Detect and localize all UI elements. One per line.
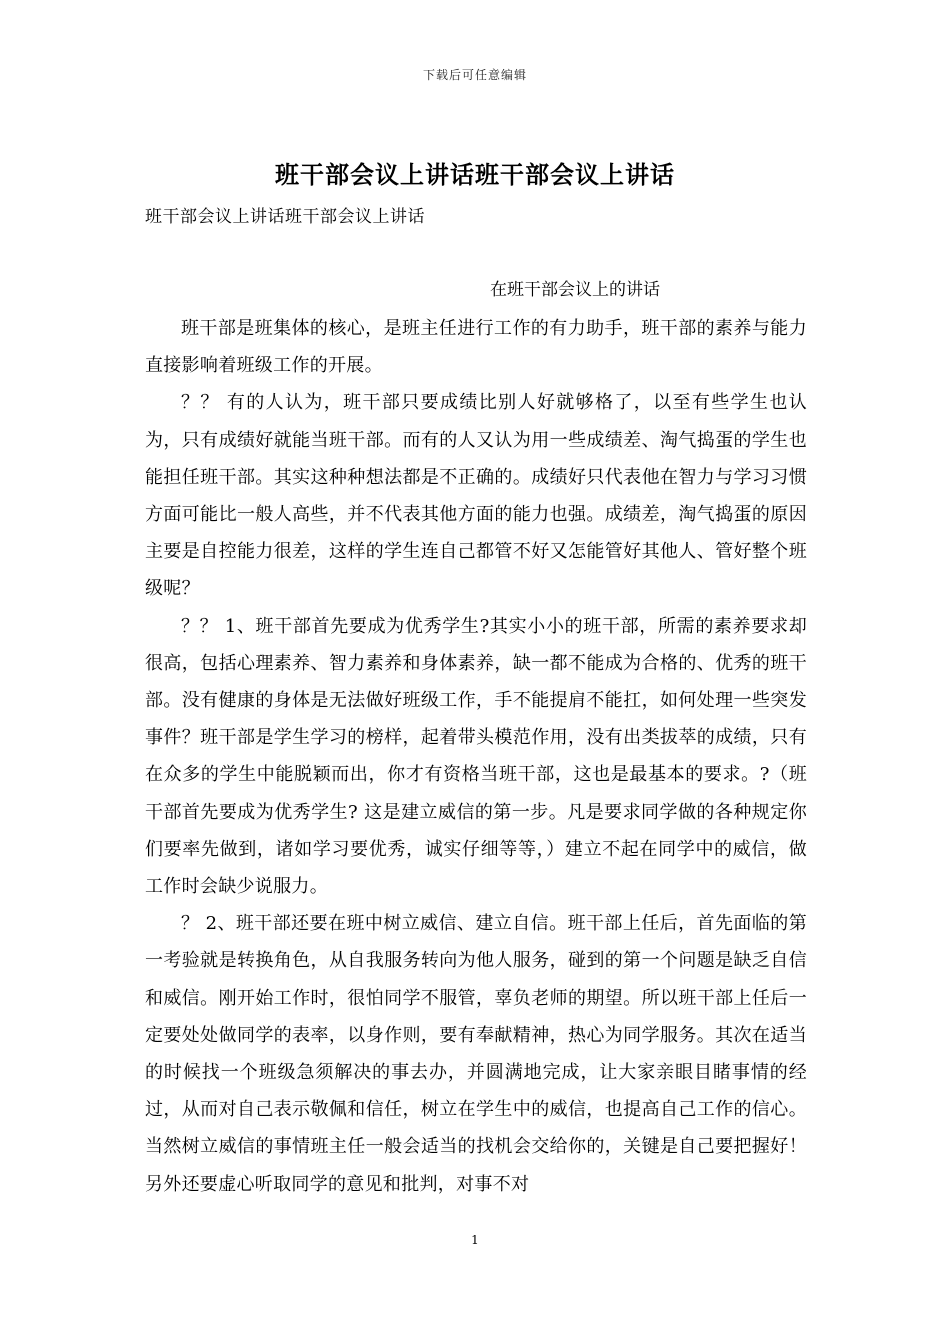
paragraph: 班干部是班集体的核心，是班主任进行工作的有力助手，班干部的素养与能力直接影响着班级工作的开展。 xyxy=(145,318,807,377)
paragraph: ？？ 有的人认为，班干部只要成绩比别人好就够格了，以至有些学生也认为，只有成绩好就能当班干部。而有的人又认为用一些成绩差、淘气捣蛋的学生也能担任班干部。其实这种种想法都是不正确的。成绩好只代表他在智力与学习习惯方面可能比一般人高些，并不代表其他方面的能力也强。成绩差，淘气捣蛋的原因主要是自控能力很差，这样的学生连自己都管不好又怎能管好其他人、管好整个班级呢？ xyxy=(145,392,807,600)
document-body xyxy=(145,310,807,1203)
header-note: 下载后可任意编辑 xyxy=(422,68,527,82)
paragraph: ？？ 1、班干部首先要成为优秀学生?其实小小的班干部，所需的素养要求却很高，包括心理素养、智力素养和身体素养，缺一都不能成为合格的、优秀的班干部。没有健康的身体是无法做好班级工作，手不能提肩不能扛，如何处理一些突发事件？班干部是学生学习的榜样，起着带头模范作用，没有出类拔萃的成绩，只有在众多的学生中能脱颖而出，你才有资格当班干部，这也是最基本的要求。?（班干部首先要成为优秀学生? 这是建立威信的第一步。凡是要求同学做的各种规定你们要率先做到，诸如学习要优秀，诚实仔细等等，）建立不起在同学中的威信，做工作时会缺少说服力。 xyxy=(145,615,807,898)
document-title: 班干部会议上讲话班干部会议上讲话 xyxy=(275,160,675,189)
document-subtitle: 班干部会议上讲话班干部会议上讲话 xyxy=(145,207,425,227)
paragraph: ？ 2、班干部还要在班中树立威信、建立自信。班干部上任后，首先面临的第一考验就是转换角色，从自我服务转向为他人服务，碰到的第一个问题是缺乏自信和威信。刚开始工作时，很怕同学不服管，辜负老师的期望。所以班干部上任后一定要处处做同学的表率，以身作则，要有奉献精神，热心为同学服务。其次在适当的时候找一个班级急须解决的事去办，并圆满地完成，让大家亲眼目睹事情的经过，从而对自己表示敬佩和信任，树立在学生中的威信，也提高自己工作的信心。当然树立威信的事情班主任一般会适当的找机会交给你的，关键是自己要把握好！另外还要虚心听取同学的意见和批判，对事不对 xyxy=(145,913,807,1195)
speech-heading: 在班干部会议上的讲话 xyxy=(490,280,660,300)
page-number: 1 xyxy=(471,1233,479,1247)
